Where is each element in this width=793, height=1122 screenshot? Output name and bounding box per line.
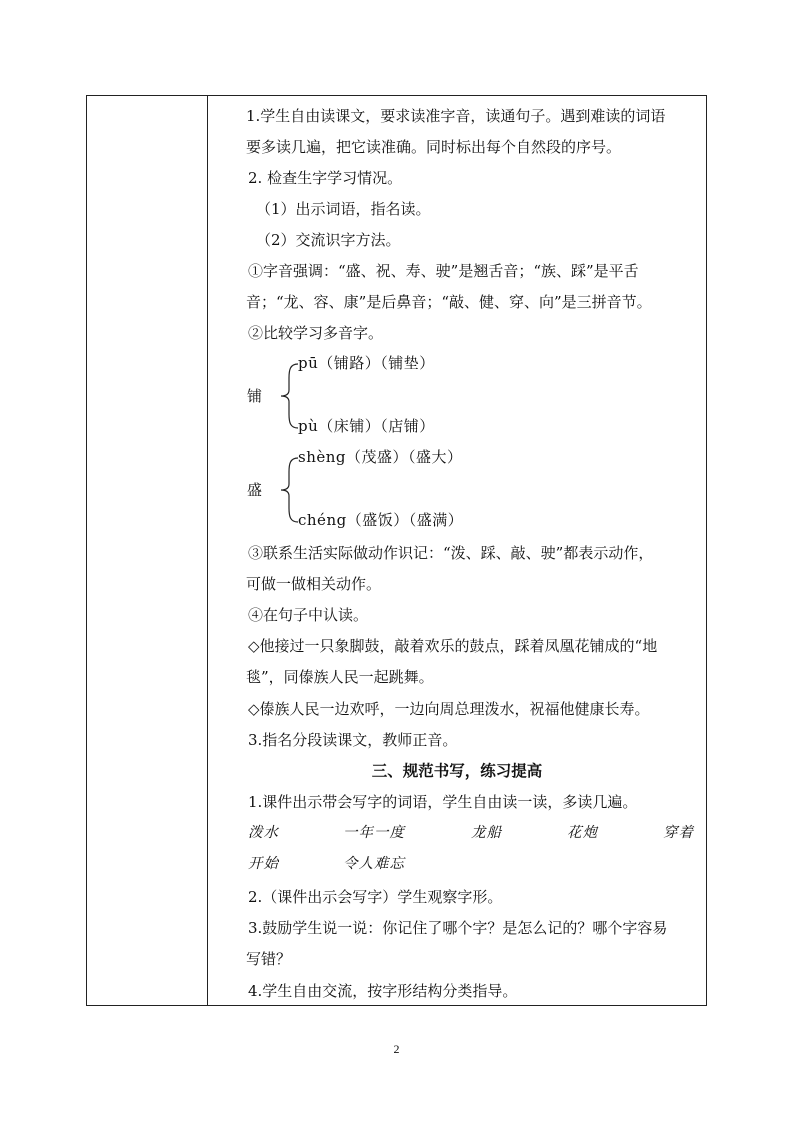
text-line: 毯”，同傣族人民一起跳舞。 — [246, 668, 434, 686]
text-line: ②比较学习多音字。 — [248, 324, 384, 342]
text-line: 音；“龙、容、康”是后鼻音；“敲、健、穿、向”是三拼音节。 — [246, 293, 652, 311]
polyphone-reading: chéng（盛饭）（盛满） — [298, 511, 464, 529]
lesson-table — [86, 95, 707, 1006]
page-number: 2 — [393, 1042, 400, 1056]
text-line: 可做一做相关动作。 — [246, 575, 382, 593]
text-line: 4.学生自由交流，按字形结构分类指导。 — [248, 982, 518, 1000]
polyphone-char: 盛 — [247, 481, 263, 499]
vocab-word: 泼水 — [248, 825, 279, 841]
text-line: ◇傣族人民一边欢呼，一边向周总理泼水，祝福他健康长寿。 — [248, 700, 650, 718]
text-line: 要多读几遍，把它读准确。同时标出每个自然段的序号。 — [246, 138, 622, 156]
polyphone-char: 铺 — [247, 387, 263, 405]
polyphone-reading: shèng（茂盛）（盛大） — [298, 448, 463, 466]
text-line: 3.鼓励学生说一说：你记住了哪个字？是怎么记的？哪个字容易 — [248, 919, 668, 937]
text-line: 1.学生自由读课文，要求读准字音，读通句子。遇到难读的词语 — [246, 107, 666, 125]
section-heading: 三、规范书写，练习提高 — [371, 761, 543, 780]
vocab-word: 花炮 — [567, 825, 598, 841]
vocab-word: 一年一度 — [343, 825, 405, 841]
text-line: 2. 检查生字学习情况。 — [248, 169, 403, 187]
text-line: （2）交流识字方法。 — [256, 231, 401, 249]
vocab-word: 穿着 — [663, 825, 694, 841]
text-line: ④在句子中认读。 — [248, 606, 369, 624]
text-line: 1.课件出示带会写字的词语，学生自由读一读，多读几遍。 — [248, 793, 638, 811]
polyphone-reading: pū（铺路）（铺垫） — [298, 354, 435, 372]
text-line: 2.（课件出示会写字）学生观察字形。 — [248, 888, 503, 906]
text-line: （1）出示词语，指名读。 — [256, 200, 431, 218]
vocab-word: 开始 — [248, 856, 279, 872]
lesson-content-cell — [208, 96, 706, 1005]
text-line: ①字音强调：“盛、祝、寿、驶”是翘舌音；“族、踩”是平舌 — [248, 262, 639, 280]
text-line: 写错？ — [246, 950, 292, 968]
vocab-word: 令人难忘 — [343, 856, 405, 872]
text-line: ◇他接过一只象脚鼓，敲着欢乐的鼓点，踩着凤凰花铺成的“地 — [248, 637, 658, 655]
vocab-word: 龙船 — [471, 825, 502, 841]
brace-icon — [278, 362, 300, 430]
text-line: 3.指名分段读课文，教师正音。 — [248, 731, 458, 749]
polyphone-reading: pù（床铺）（店铺） — [298, 417, 435, 435]
text-line: ③联系生活实际做动作识记：“泼、踩、敲、驶”都表示动作， — [248, 544, 654, 562]
brace-icon — [278, 456, 300, 524]
